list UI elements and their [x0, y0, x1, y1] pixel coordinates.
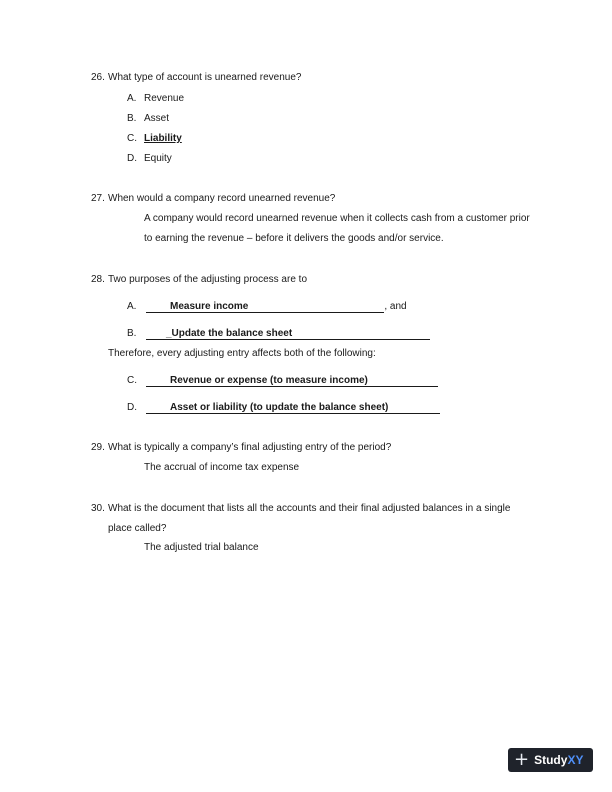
plus-icon: +: [514, 749, 530, 770]
question-30-text-line-2: place called?: [108, 523, 167, 534]
q28-blank-a: [146, 301, 407, 313]
q28-therefore-text: Therefore, every adjusting entry affects both of the following:: [108, 348, 376, 359]
blank-line: [146, 328, 166, 340]
q28-blank-d-text: Asset or liability (to update the balance sheet): [170, 402, 389, 413]
q28-blank-d-letter: D.: [127, 402, 137, 413]
question-27-number: 27.: [91, 193, 105, 204]
q28-blank-c-letter: C.: [127, 375, 137, 386]
logo-brand-accent: XY: [567, 753, 584, 767]
question-27-answer-line-2: to earning the revenue – before it delivers the goods and/or service.: [144, 233, 444, 244]
question-29-text: What is typically a company’s final adjusting entry of the period?: [108, 442, 392, 453]
q28-blank-d: [146, 402, 440, 414]
blank-line: [146, 375, 170, 387]
q26-option-b-text: Asset: [144, 113, 170, 124]
q28-blank-b-text: _Update the balance sheet: [166, 328, 293, 339]
q28-blank-c-text: Revenue or expense (to measure income): [170, 375, 368, 386]
question-26-number: 26.: [91, 72, 105, 83]
q26-option-c-text: Liability: [144, 133, 182, 144]
logo-brand: [534, 753, 583, 767]
question-28-number: 28.: [91, 274, 105, 285]
question-29-number: 29.: [91, 442, 105, 453]
question-30-answer: The adjusted trial balance: [144, 542, 259, 553]
question-30-text-line-1: What is the document that lists all the accounts and their final adjusted balances in a single: [108, 503, 511, 514]
q28-blank-b-letter: B.: [127, 328, 137, 339]
blank-line: [146, 301, 170, 313]
q26-option-a-text: Revenue: [144, 93, 185, 104]
q28-blank-a-text: Measure income: [170, 301, 249, 312]
question-27-text: When would a company record unearned revenue?: [108, 193, 336, 204]
question-26-text: What type of account is unearned revenue?: [108, 72, 302, 83]
blank-line: [388, 402, 440, 414]
question-30-number: 30.: [91, 503, 105, 514]
question-29-answer: The accrual of income tax expense: [144, 462, 300, 473]
blank-line: [146, 402, 170, 414]
blank-line: [292, 328, 430, 340]
q26-option-b-letter: B.: [127, 113, 137, 124]
logo-brand-main: Study: [534, 753, 568, 767]
question-28-text: Two purposes of the adjusting process are to: [108, 274, 308, 285]
q26-option-d-text: Equity: [144, 153, 172, 164]
studyxy-logo: [508, 748, 593, 772]
q28-blank-a-letter: A.: [127, 301, 137, 312]
q26-option-a-letter: A.: [127, 93, 137, 104]
q26-option-d-letter: D.: [127, 153, 137, 164]
q28-blank-c: [146, 375, 438, 387]
question-27-answer-line-1: A company would record unearned revenue when it collects cash from a customer prior: [144, 213, 530, 224]
blank-line: [368, 375, 438, 387]
blank-line: [248, 301, 384, 313]
q28-blank-a-suffix: , and: [384, 301, 407, 312]
q26-option-c-letter: C.: [127, 133, 137, 144]
q28-blank-b: [146, 328, 430, 340]
